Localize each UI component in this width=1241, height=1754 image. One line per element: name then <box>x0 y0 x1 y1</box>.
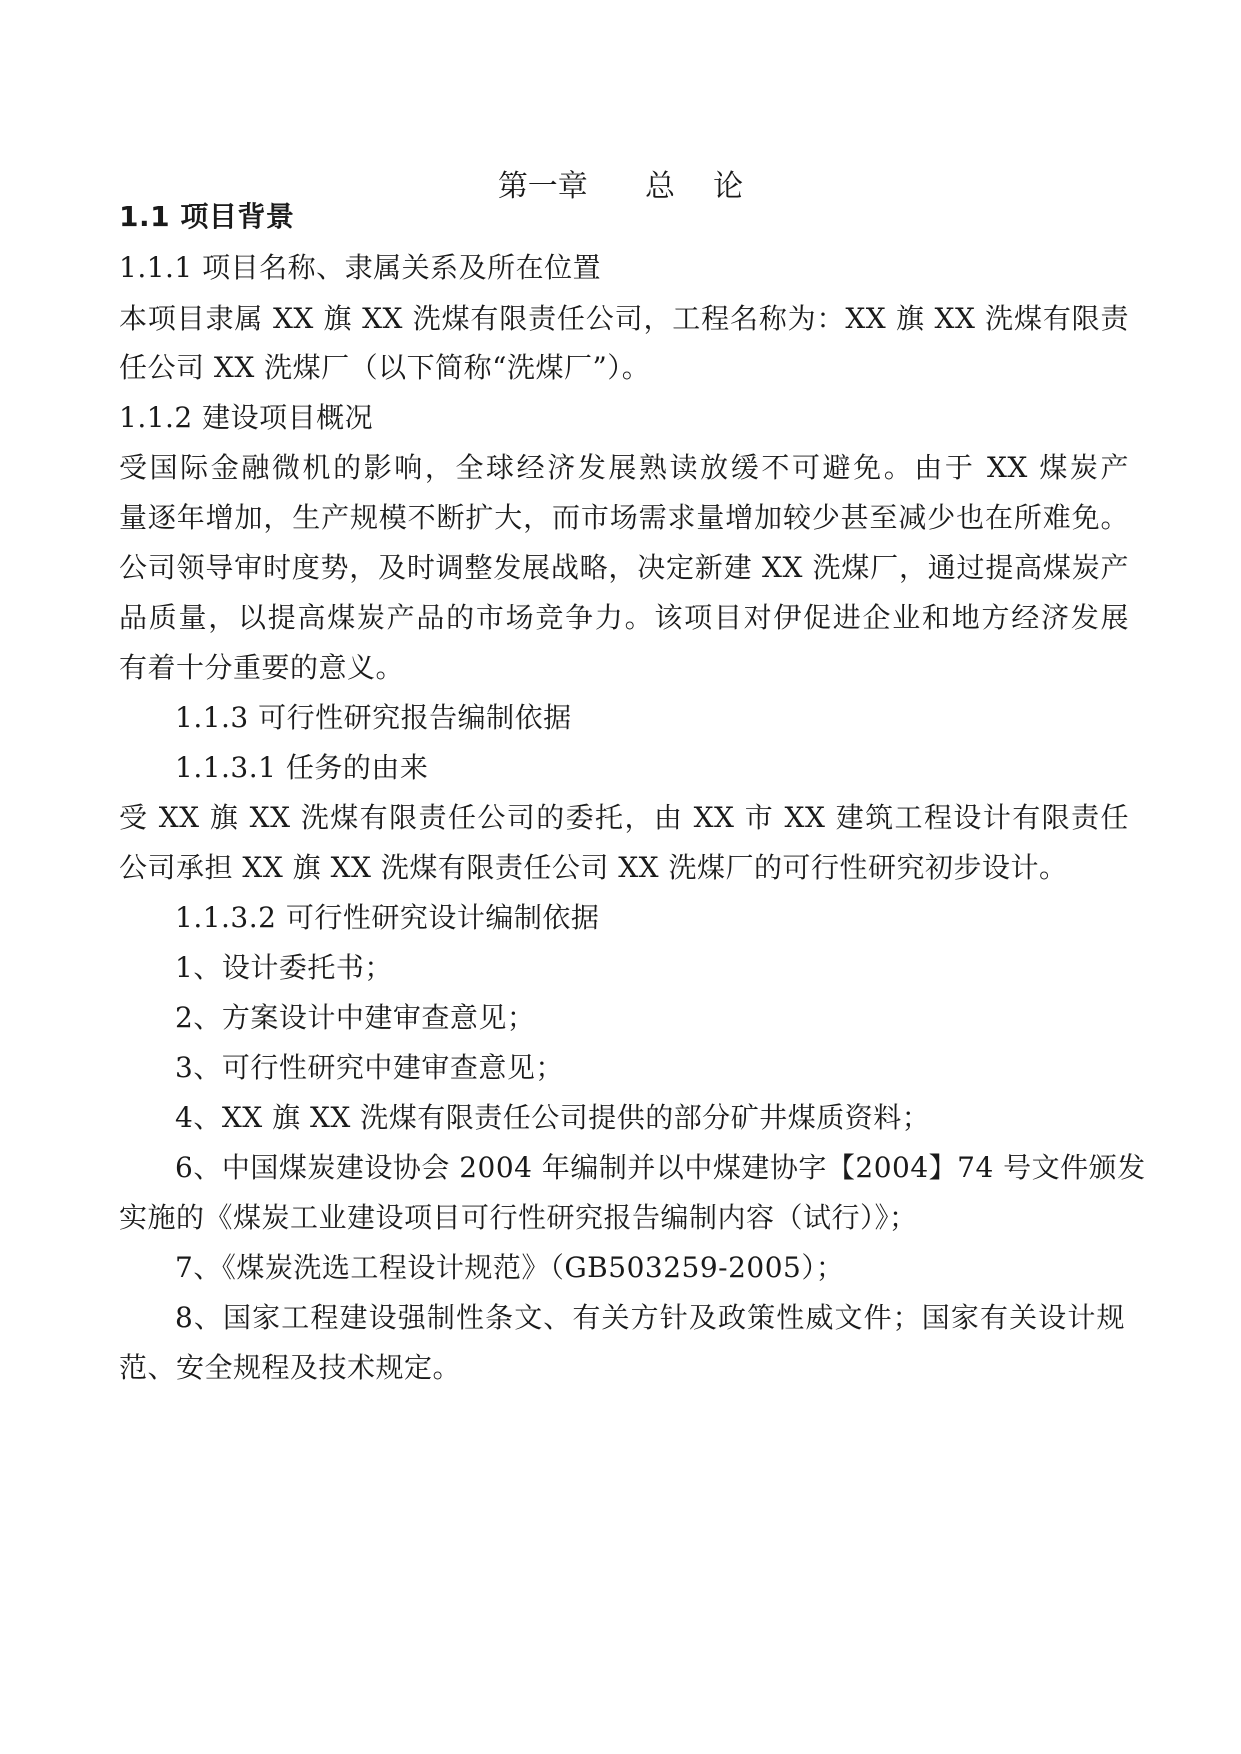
list-item: 2、方案设计中建审查意见； <box>175 1001 536 1034</box>
subsection-heading: 1.1.2 建设项目概况 <box>119 401 374 434</box>
list-item: 1、设计委托书； <box>175 951 393 984</box>
list-item: 7、《煤炭洗选工程设计规范》（GB503259-2005）； <box>175 1251 845 1284</box>
subsection-heading: 1.1.1 项目名称、隶属关系及所在位置 <box>119 251 602 284</box>
paragraph-line: 受 XX 旗 XX 洗煤有限责任公司的委托，由 XX 市 XX 建筑工程设计有限责任 <box>119 801 1129 834</box>
list-item: 8、国家工程建设强制性条文、有关方针及政策性威文件；国家有关设计规 <box>175 1301 1125 1334</box>
subsection-heading: 1.1.3.1 任务的由来 <box>175 751 429 784</box>
paragraph-line: 量逐年增加，生产规模不断扩大，而市场需求量增加较少甚至减少也在所难免。 <box>119 501 1129 534</box>
list-item: 6、中国煤炭建设协会 2004 年编制并以中煤建协字【2004】74 号文件颁发 <box>175 1151 1146 1184</box>
paragraph-line: 公司领导审时度势，及时调整发展战略，决定新建 XX 洗煤厂，通过提高煤炭产 <box>119 551 1129 584</box>
paragraph-line: 品质量，以提高煤炭产品的市场竞争力。该项目对伊促进企业和地方经济发展 <box>119 601 1129 634</box>
list-item: 4、XX 旗 XX 洗煤有限责任公司提供的部分矿井煤质资料； <box>175 1101 931 1134</box>
list-item-continuation: 范、安全规程及技术规定。 <box>119 1351 462 1384</box>
section-heading: 1.1 项目背景 <box>119 200 295 233</box>
paragraph-line: 受国际金融微机的影响，全球经济发展熟读放缓不可避免。由于 XX 煤炭产 <box>119 451 1129 484</box>
subsection-heading: 1.1.3 可行性研究报告编制依据 <box>175 701 572 734</box>
list-item: 3、可行性研究中建审查意见； <box>175 1051 564 1084</box>
paragraph-line: 有着十分重要的意义。 <box>119 651 405 684</box>
chapter-title: 第一章 总 论 <box>497 169 744 204</box>
paragraph-line: 本项目隶属 XX 旗 XX 洗煤有限责任公司，工程名称为：XX 旗 XX 洗煤有限责 <box>119 302 1129 335</box>
paragraph-line: 任公司 XX 洗煤厂（以下简称“洗煤厂”）。 <box>119 351 651 384</box>
subsection-heading: 1.1.3.2 可行性研究设计编制依据 <box>175 901 600 934</box>
list-item-continuation: 实施的《煤炭工业建设项目可行性研究报告编制内容（试行）》； <box>119 1201 918 1234</box>
paragraph-line: 公司承担 XX 旗 XX 洗煤有限责任公司 XX 洗煤厂的可行性研究初步设计。 <box>119 851 1068 884</box>
